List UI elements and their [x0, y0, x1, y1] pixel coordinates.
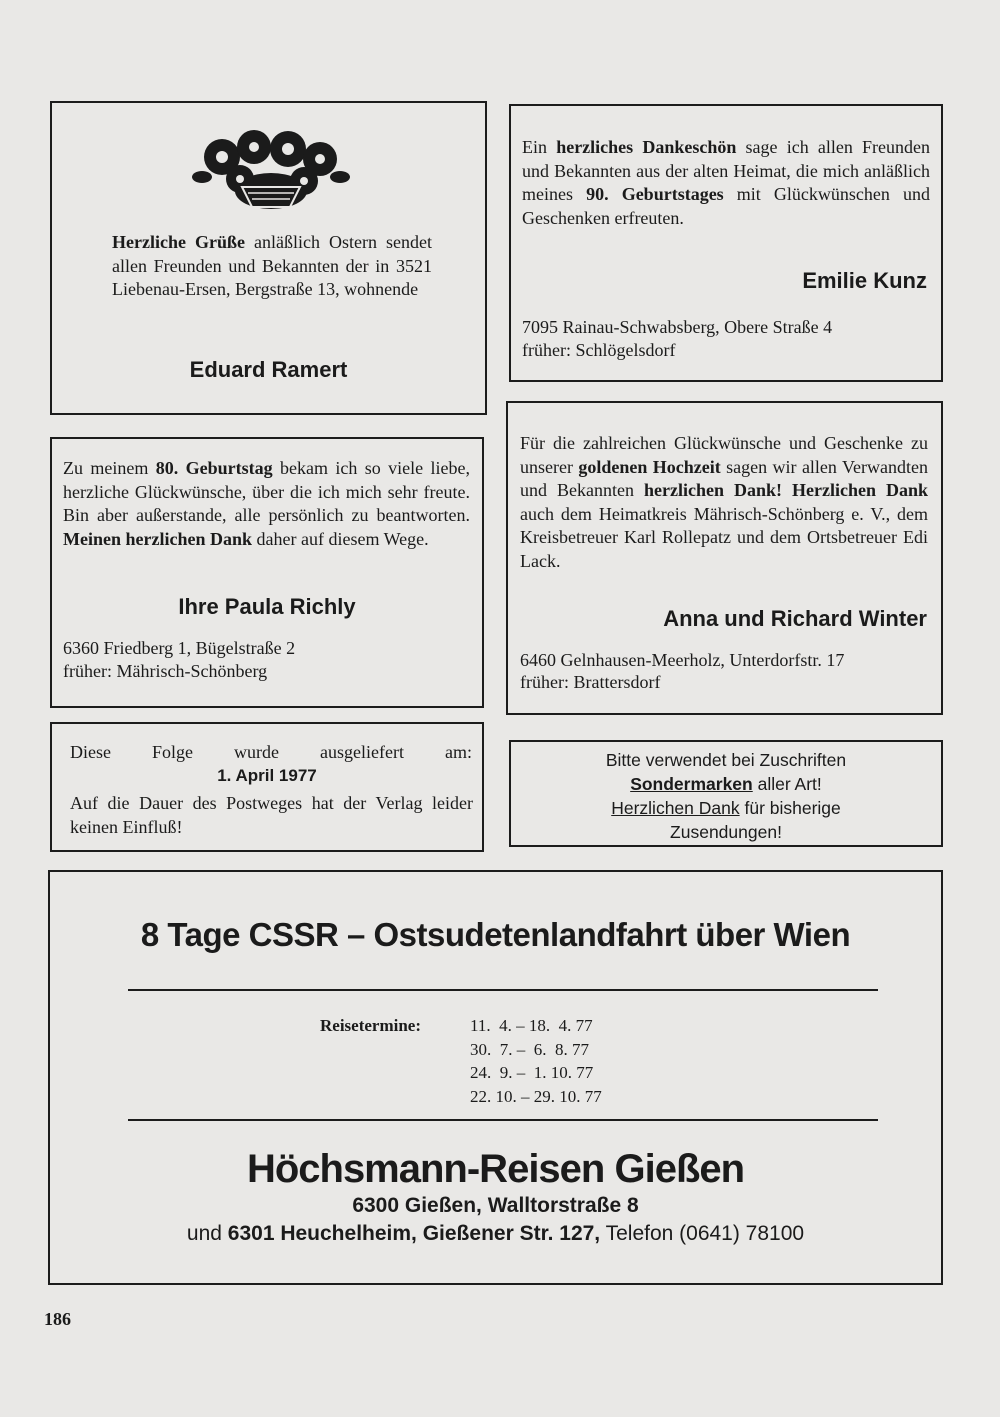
phone-number: Telefon (0641) 78100 — [600, 1222, 805, 1245]
text-part: Für die zahlreichen Glückwünsche und Geschenke zu unserer — [520, 433, 928, 477]
special-stamps: Sondermarken — [630, 774, 753, 794]
stamps-line — [511, 772, 941, 796]
former-residence: früher: Schlögelsdorf — [522, 340, 676, 360]
text-emphasis: herzliches Dankeschön — [556, 137, 737, 157]
text-part: sagen wir allen Verwandten und Bekannten — [520, 456, 928, 500]
travel-dates — [470, 1014, 602, 1108]
thanks-text — [520, 432, 928, 573]
address-line: 6360 Friedberg 1, Bügelstraße 2 — [63, 638, 296, 658]
ad-title: 8 Tage CSSR – Ostsudetenlandfahrt über Wien — [140, 916, 851, 953]
text-part: daher auf diesem Wege. — [252, 528, 429, 549]
divider — [128, 989, 878, 991]
company-address: 6300 Gießen, Walltorstraße 8 — [352, 1194, 639, 1217]
dates-label: Reisetermine: — [320, 1016, 422, 1035]
postal-notice: Auf die Dauer des Postweges hat der Verlag leider keinen Einfluß! — [70, 793, 473, 837]
travel-advertisement — [48, 870, 943, 1285]
text-part: bekam ich so viele liebe, herzliche Glückwünsche, über die ich mich sehr freute. Bin aber außerstande, alle persönlich zu beantworten. — [63, 458, 470, 525]
thanks-underlined: Herzlichen Dank — [611, 798, 740, 818]
signature: Ihre Paula Richly — [178, 594, 356, 619]
text-emphasis: Meinen herzlichen Dank — [63, 528, 252, 549]
thanks-text — [522, 136, 930, 230]
text-part: auch dem Heimatkreis Mährisch-Schönberg e. V., dem Kreisbetreuer Karl Rollepatz und dem Ortsbetreuer Edi Lack. — [520, 503, 928, 571]
branch-address — [50, 1222, 941, 1246]
former-residence: früher: Brattersdorf — [520, 672, 661, 692]
delivery-notice-box — [50, 722, 484, 852]
greeting-box-ramert — [50, 101, 487, 415]
signature: Eduard Ramert — [189, 357, 348, 382]
date-range: 24. 9. – 1. 10. 77 — [470, 1063, 594, 1082]
stamps-line — [511, 796, 941, 820]
text-part: Ein — [522, 137, 557, 157]
stamps-request-box — [509, 740, 943, 847]
text-emphasis: 6301 Heuchelheim, Gießener Str. 127, — [227, 1222, 601, 1245]
delivery-line: Diese Folge wurde ausgeliefert am: — [70, 742, 472, 762]
text-part: aller Art! — [752, 774, 822, 794]
text-part: mit Glückwünschen und Geschenken erfreuten. — [522, 184, 930, 228]
stamps-text — [511, 748, 941, 844]
text-emphasis: herzlichen Dank! Herzlichen Dank — [643, 480, 928, 500]
thanks-box-richly — [50, 437, 484, 708]
thanks-box-winter — [506, 401, 943, 715]
date-range: 22. 10. – 29. 10. 77 — [470, 1086, 602, 1106]
text-part: und — [186, 1222, 228, 1245]
signature: Anna und Richard Winter — [663, 606, 927, 631]
page-number: 186 — [44, 1309, 71, 1329]
text-part: sage ich allen Freunden und Bekannten aus der alten Heimat, die mich anläßlich meines — [522, 137, 931, 204]
text-part: Zu meinem — [63, 458, 156, 478]
address-line: 7095 Rainau-Schwabsberg, Obere Straße 4 — [522, 317, 833, 337]
company-name: Höchsmann-Reisen Gießen — [246, 1147, 745, 1191]
text-emphasis: goldenen Hochzeit — [578, 456, 721, 477]
former-residence: früher: Mährisch-Schönberg — [63, 661, 268, 681]
thanks-text — [63, 457, 470, 551]
flower-basket-icon — [192, 127, 350, 213]
date-range: 11. 4. – 18. 4. 77 — [470, 1016, 593, 1035]
greeting-body: anläßlich Ostern sendet allen Freunden und Bekannten der in 3521 Liebenau-Ersen, Bergstraße 13, wohnende — [112, 232, 432, 299]
text-emphasis: 90. Geburtstages — [586, 184, 724, 204]
divider — [128, 1119, 878, 1121]
signature: Emilie Kunz — [802, 268, 927, 293]
date-range: 30. 7. – 6. 8. 77 — [470, 1039, 589, 1059]
address-line: 6460 Gelnhausen-Meerholz, Unterdorfstr. 17 — [520, 650, 845, 670]
greeting-emphasis: Herzliche Grüße — [112, 232, 245, 252]
text-emphasis: 80. Geburtstag — [155, 458, 273, 478]
text-part: für bisherige — [739, 798, 841, 818]
stamps-line: Zusendungen! — [670, 822, 782, 842]
delivery-date: 1. April 1977 — [217, 766, 317, 785]
greeting-text — [112, 231, 432, 302]
stamps-line: Bitte verwendet bei Zuschriften — [605, 750, 847, 770]
thanks-box-kunz — [509, 104, 943, 382]
